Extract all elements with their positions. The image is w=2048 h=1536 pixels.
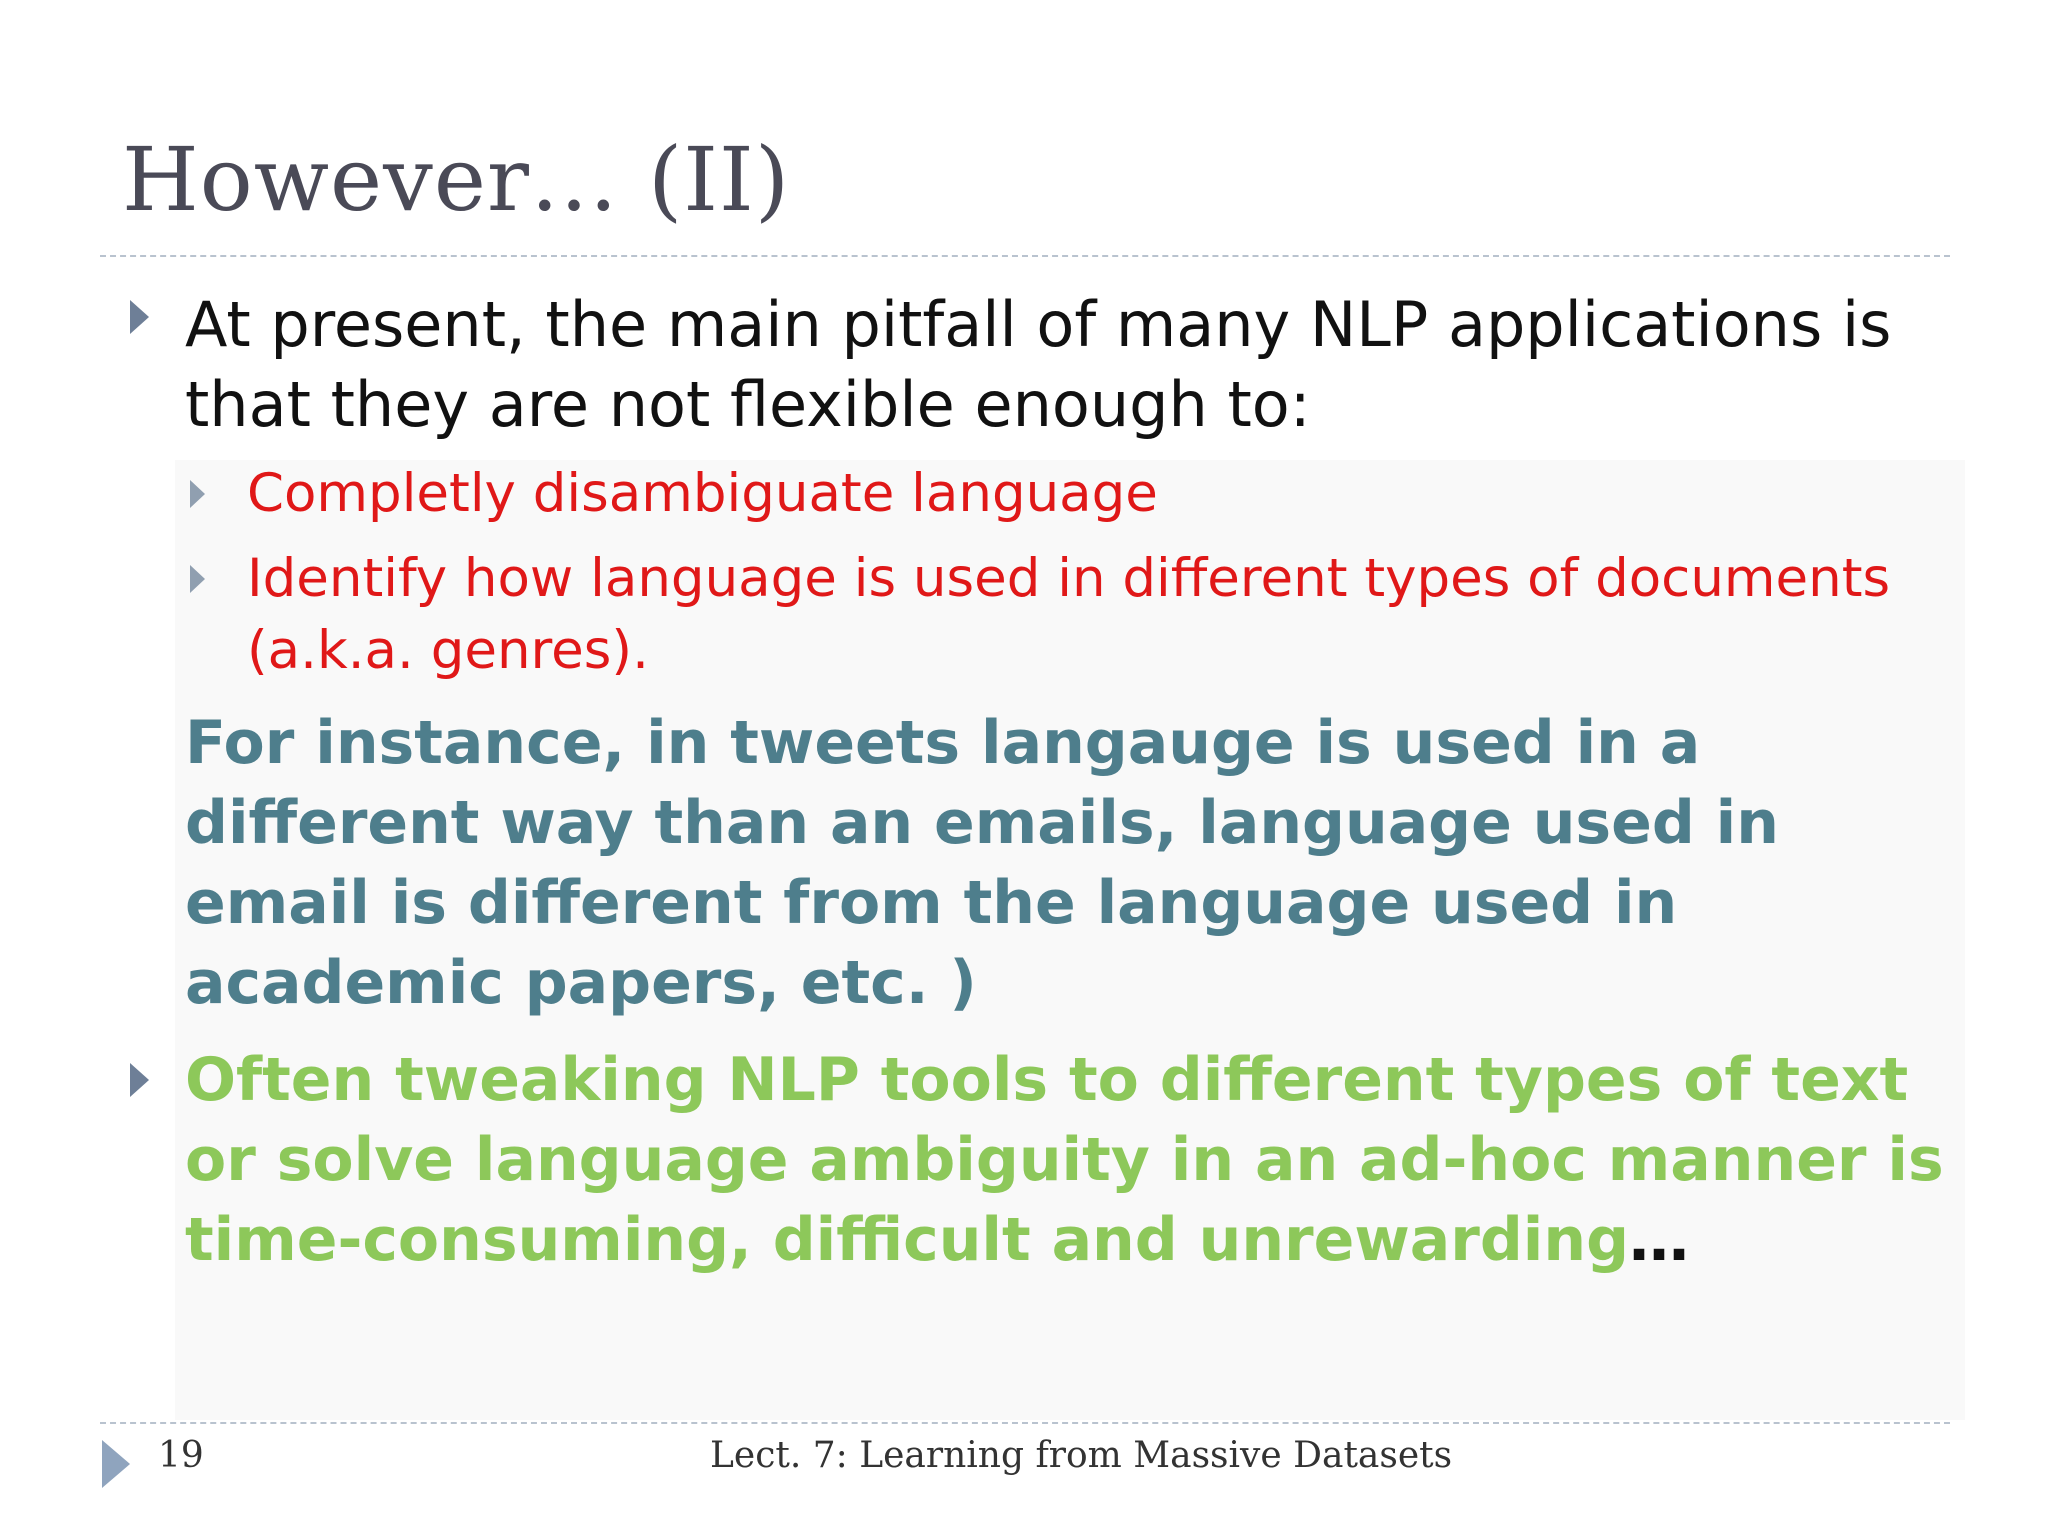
sub-bullet-marker-icon <box>190 480 205 508</box>
sub-bullet-genres-line2: (a.k.a. genres). <box>247 620 649 681</box>
sub-bullet-genres <box>247 543 1967 687</box>
bullet-tweaking-tools-text: Often tweaking NLP tools to different types of text or solve language ambiguity in an ad-hoc manner is time-consuming, difficult and unrewarding <box>185 1045 1944 1275</box>
bullet-tweaking-tools <box>185 1040 1965 1280</box>
example-paragraph: For instance, in tweets langauge is used in a different way than an emails, language used in email is different from the language used in academic papers, etc. ) <box>185 708 1779 1018</box>
footer-lecture-title: Lect. 7: Learning from Massive Datasets <box>710 1435 1453 1476</box>
footer-triangle-icon <box>102 1440 130 1488</box>
page-number: 19 <box>158 1435 204 1476</box>
footer-divider <box>100 1422 1950 1424</box>
title-divider <box>100 255 1950 257</box>
slide-title: However… (II) <box>122 128 791 231</box>
sub-bullet-genres-line1: Identify how language is used in different types of documents <box>247 548 1891 609</box>
sub-bullet-disambiguate: Completly disambiguate language <box>247 463 1158 524</box>
bullet-marker-icon <box>130 1063 149 1097</box>
bullet-main-pitfall: At present, the main pitfall of many NLP applications is that they are not flexible enough to: <box>185 288 1892 441</box>
sub-bullet-marker-icon <box>190 565 205 593</box>
bullet-marker-icon <box>130 300 149 334</box>
ellipsis: … <box>1629 1205 1690 1275</box>
